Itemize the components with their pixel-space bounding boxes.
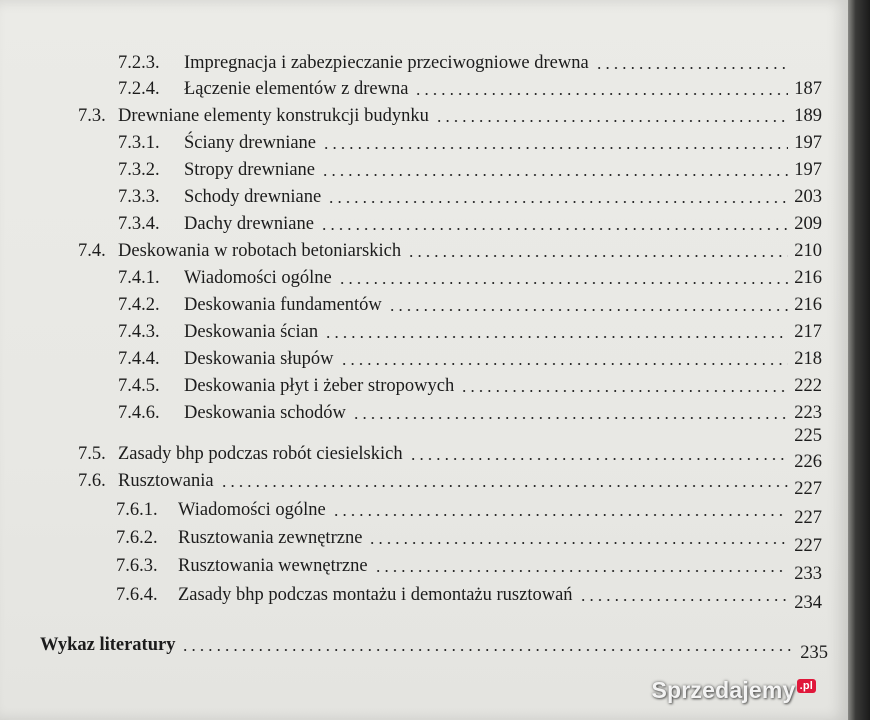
toc-title: Deskowania schodów [184, 403, 346, 423]
toc-number: 7.4.3. [118, 322, 160, 342]
toc-entry-7-3-3 [118, 184, 822, 210]
toc-title: Deskowania słupów [184, 349, 334, 369]
toc-page-number: 187 [794, 79, 822, 99]
toc-title: Stropy drewniane [184, 160, 316, 180]
watermark-text: Sprzedajemy [651, 677, 796, 703]
toc-entry-7-6-1 [116, 497, 822, 528]
toc-title: Rusztowania [118, 471, 214, 491]
toc-page-number: 217 [794, 322, 822, 342]
toc-number: 7.6.1. [116, 500, 158, 520]
dot-leader [340, 363, 788, 365]
dot-leader [321, 174, 788, 176]
toc-title: Rusztowania zewnętrzne [178, 528, 363, 548]
dot-leader [368, 542, 788, 544]
toc-number: 7.4.6. [118, 403, 160, 423]
toc-number: 7.6. [78, 471, 106, 491]
toc-entry-7-4-5 [118, 373, 822, 399]
toc-page-number: 218 [794, 349, 822, 369]
toc-title: Wiadomości ogólne [184, 268, 332, 288]
dot-leader [409, 458, 788, 460]
toc-page-number: 216 [794, 295, 822, 315]
toc-page-number: 216 [794, 268, 822, 288]
toc-title: Deskowania w robotach betoniarskich [118, 241, 402, 261]
toc-number: 7.4.5. [118, 376, 160, 396]
toc-page-number: 226 [794, 452, 822, 472]
toc-entry-7-3-1 [118, 130, 822, 156]
toc-title: Dachy drewniane [184, 214, 314, 234]
toc-entry-7-4 [78, 238, 822, 264]
toc-page-number: 197 [794, 160, 822, 180]
toc-page-number: 227 [794, 479, 822, 499]
dot-leader [388, 309, 788, 311]
toc-page-number: 227 [794, 536, 822, 556]
dot-leader [460, 390, 788, 392]
toc-number: 7.3.3. [118, 187, 160, 207]
toc-title: Deskowania fundamentów [184, 295, 382, 315]
toc-number: 7.2.3. [118, 53, 160, 73]
toc-entry-7-2-3 [118, 50, 822, 76]
toc-title: Ściany drewniane [184, 133, 317, 153]
toc-entry-bibliography [40, 632, 828, 663]
toc-number: 7.3.4. [118, 214, 160, 234]
toc-entry-7-2-4 [118, 76, 822, 102]
toc-title: Wiadomości ogólne [178, 500, 326, 520]
toc-page-number: 189 [794, 106, 822, 126]
toc-entry-7-6 [78, 468, 822, 499]
toc-title: Schody drewniane [184, 187, 322, 207]
toc-number: 7.4. [78, 241, 106, 261]
toc-number: 7.4.4. [118, 349, 160, 369]
watermark-logo [651, 677, 816, 704]
dot-leader [435, 120, 788, 122]
toc-title: Zasady bhp podczas montażu i demontażu rusztowań [178, 585, 573, 605]
toc-number: 7.6.4. [116, 585, 158, 605]
toc-number: 7.6.3. [116, 556, 158, 576]
dot-leader [322, 147, 788, 149]
toc-page-number: 235 [800, 643, 828, 663]
toc-number: 7.3.1. [118, 133, 160, 153]
dot-leader [579, 599, 788, 601]
toc-title: Drewniane elementy konstrukcji budynku [118, 106, 429, 126]
toc-number: 7.6.2. [116, 528, 158, 548]
toc-entry-7-4-3 [118, 319, 822, 345]
toc-entry-7-5 [78, 441, 822, 472]
toc-title: Impregnacja i zabezpieczanie przeciwogniowe drewna [184, 53, 589, 73]
toc-page-number: 227 [794, 508, 822, 528]
toc-page-number: 197 [794, 133, 822, 153]
toc-number: 7.3.2. [118, 160, 160, 180]
toc-page-number: 225 [794, 426, 822, 446]
watermark-badge: .pl [797, 679, 816, 693]
toc-entry-7-3-2 [118, 157, 822, 183]
toc-entry-7-3-4 [118, 211, 822, 237]
toc-page-number: 233 [794, 564, 822, 584]
dot-leader [332, 514, 788, 516]
toc-title: Deskowania płyt i żeber stropowych [184, 376, 455, 396]
dot-leader [327, 201, 788, 203]
toc-page-number: 234 [794, 593, 822, 613]
page-edge-shadow [848, 0, 870, 720]
toc-number: 7.4.2. [118, 295, 160, 315]
toc-page-number: 223 [794, 403, 822, 423]
toc-entry-7-4-1 [118, 265, 822, 291]
dot-leader [324, 336, 788, 338]
dot-leader [414, 93, 788, 95]
toc-number: 7.5. [78, 444, 106, 464]
toc-title: Łączenie elementów z drewna [184, 79, 409, 99]
toc-page-number: 209 [794, 214, 822, 234]
toc-entry-7-4-2 [118, 292, 822, 318]
dot-leader [220, 485, 788, 487]
toc-entry-7-3 [78, 103, 822, 129]
dot-leader [181, 649, 794, 651]
toc-title: Deskowania ścian [184, 322, 319, 342]
dot-leader [320, 228, 788, 230]
toc-page-number: 222 [794, 376, 822, 396]
toc-entry-7-6-2 [116, 525, 822, 556]
toc-number: 7.3. [78, 106, 106, 126]
toc-title: Zasady bhp podczas robót ciesielskich [118, 444, 403, 464]
toc-entry-7-6-3 [116, 553, 822, 584]
toc-page-number: 210 [794, 241, 822, 261]
toc-page-number: 203 [794, 187, 822, 207]
toc-number: 7.2.4. [118, 79, 160, 99]
dot-leader [595, 67, 788, 69]
dot-leader [338, 282, 788, 284]
dot-leader [374, 570, 788, 572]
dot-leader [407, 255, 788, 257]
toc-title: Rusztowania wewnętrzne [178, 556, 368, 576]
toc-number: 7.4.1. [118, 268, 160, 288]
toc-entry-7-4-4 [118, 346, 822, 372]
toc-entry-7-6-4 [116, 582, 822, 613]
dot-leader [352, 417, 788, 419]
toc-title: Wykaz literatury [40, 635, 176, 655]
